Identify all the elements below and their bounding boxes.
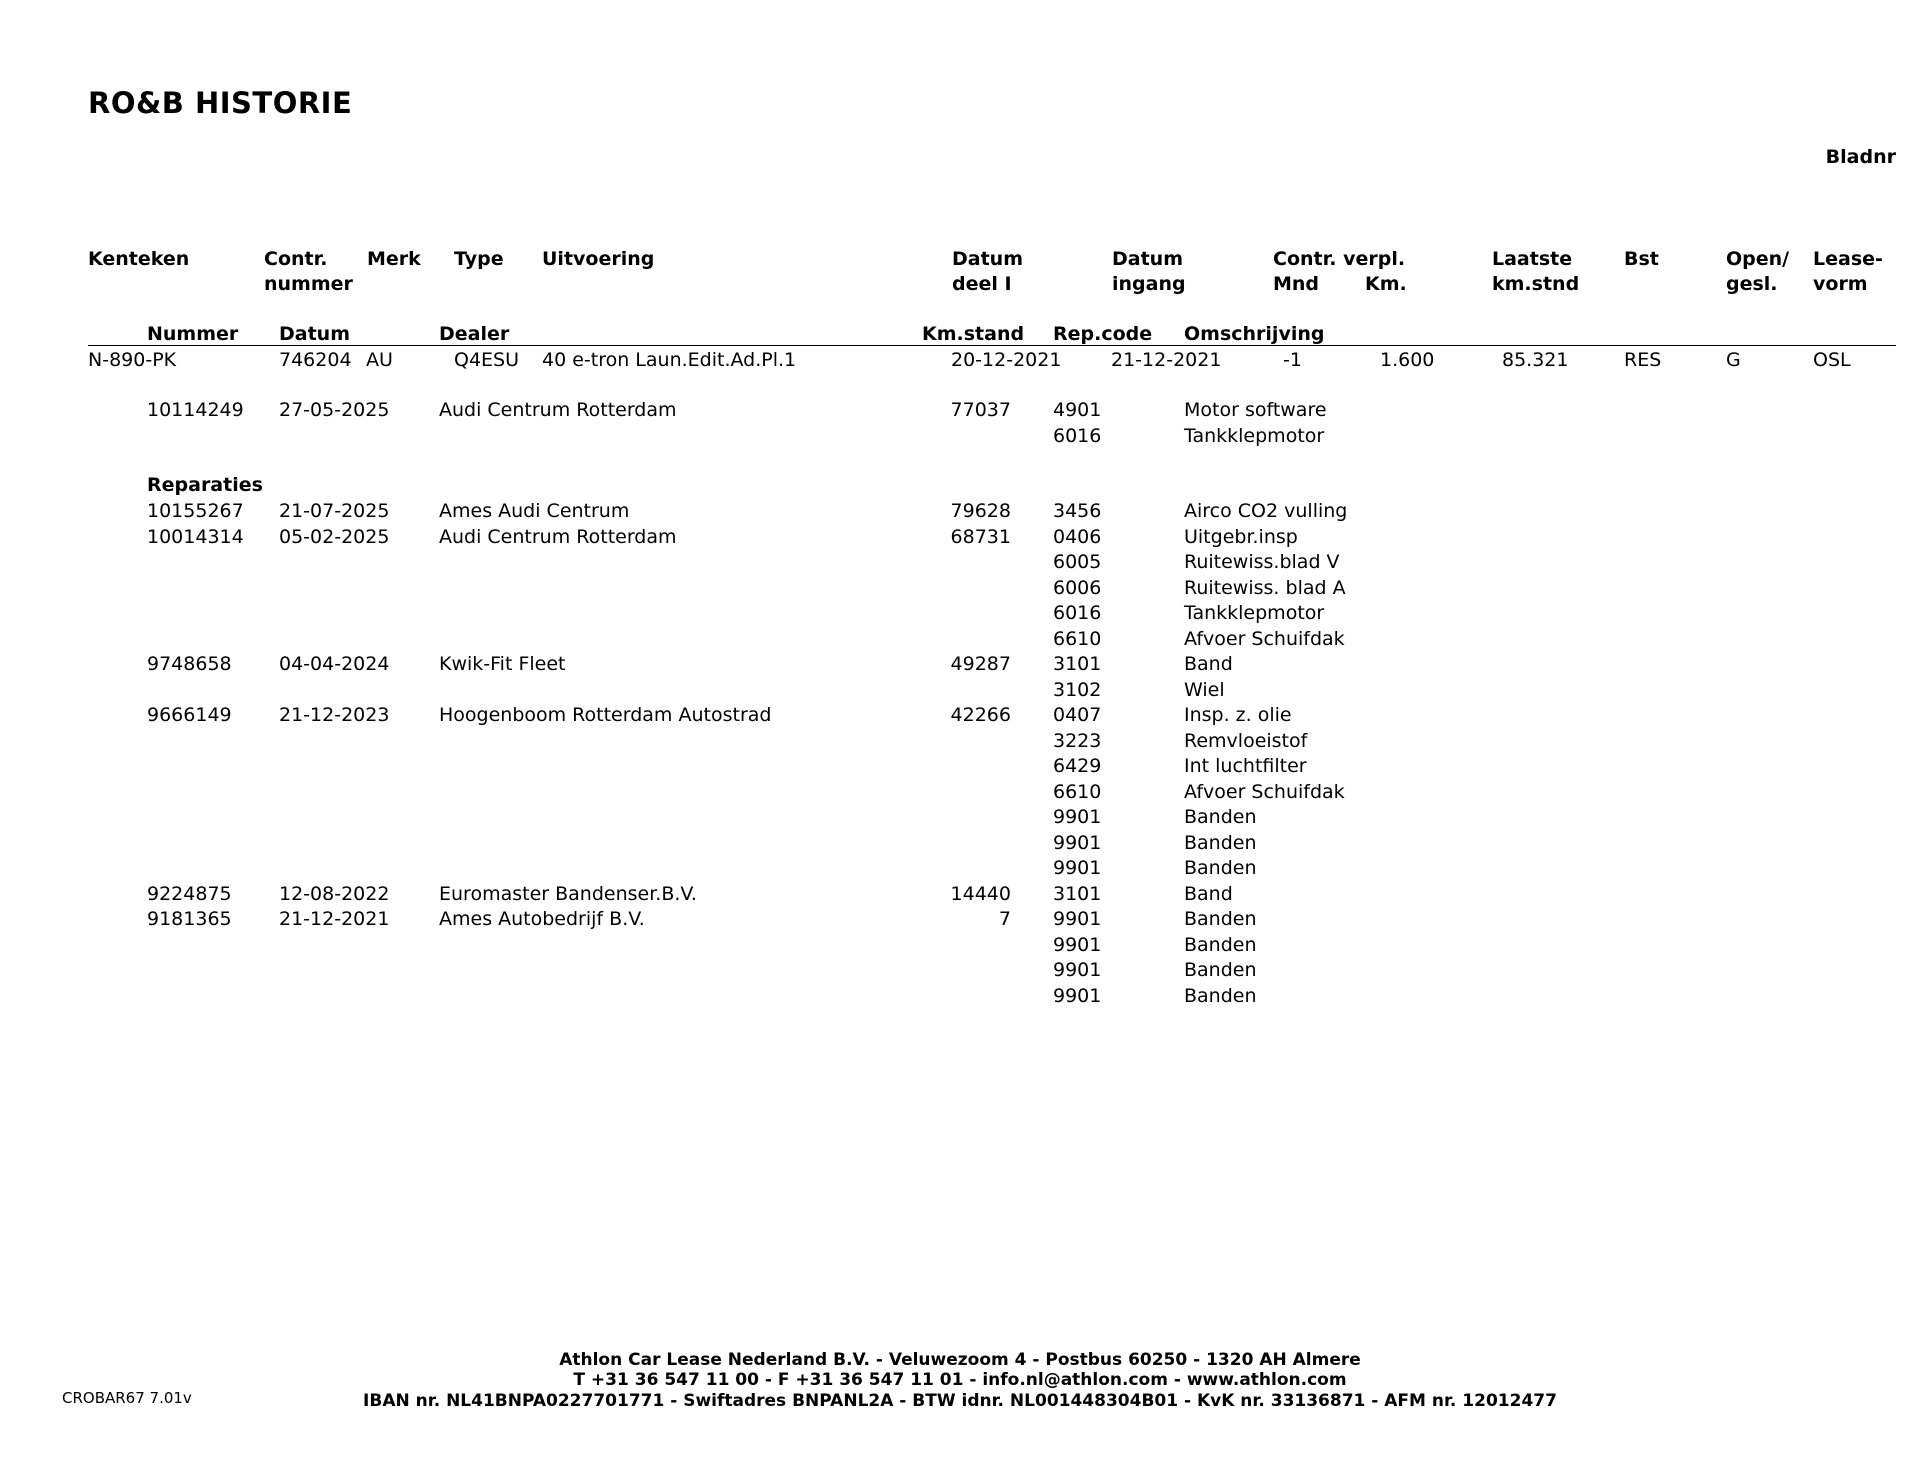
order-nummer: 9224875 bbox=[147, 882, 232, 905]
footer-form-code: CROBAR67 7.01v bbox=[62, 1389, 192, 1407]
rep-omschrijving: Banden bbox=[1184, 984, 1257, 1007]
rep-code: 3101 bbox=[1053, 882, 1102, 905]
header-contr-verpl-mnd: Contr. verpl. Mnd bbox=[1273, 248, 1406, 295]
page-number-label: Bladnr bbox=[1825, 146, 1896, 168]
rep-code: 0406 bbox=[1053, 525, 1102, 548]
order-dealer: Ames Audi Centrum bbox=[439, 500, 630, 522]
header-bst: Bst bbox=[1624, 248, 1659, 270]
vehicle-datum-deel1: 20-12-2021 bbox=[951, 349, 1062, 371]
order-nummer: 9181365 bbox=[147, 908, 232, 930]
rep-omschrijving: Afvoer Schuifdak bbox=[1184, 780, 1345, 803]
order-km-stand: 68731 bbox=[950, 525, 1011, 548]
header-nummer: Nummer bbox=[147, 323, 239, 345]
order-datum: 21-07-2025 bbox=[279, 500, 390, 522]
rep-omschrijving: Ruitewiss. blad A bbox=[1184, 576, 1346, 599]
rep-omschrijving: Motor software bbox=[1184, 399, 1327, 421]
vehicle-datum-ingang: 21-12-2021 bbox=[1111, 349, 1222, 371]
rep-code: 9901 bbox=[1053, 984, 1102, 1007]
footer-registration: IBAN nr. NL41BNPA0227701771 - Swiftadres BNPANL2A - BTW idnr. NL001448304B01 - KvK nr. 33136871 - AFM nr. 12012477 bbox=[363, 1391, 1557, 1411]
footer-contact: T +31 36 547 11 00 - F +31 36 547 11 01 - info.nl@athlon.com - www.athlon.com bbox=[573, 1370, 1347, 1390]
rep-code: 9901 bbox=[1053, 933, 1102, 956]
rep-code: 6016 bbox=[1053, 602, 1102, 624]
vehicle-laatste-kmstnd: 85.321 bbox=[1502, 349, 1569, 371]
rep-code: 3101 bbox=[1053, 653, 1102, 675]
rep-omschrijving: Tankklepmotor bbox=[1184, 602, 1325, 624]
rep-omschrijving: Ruitewiss.blad V bbox=[1184, 551, 1340, 573]
vehicle-type: Q4ESU bbox=[454, 349, 520, 371]
header-kenteken: Kenteken bbox=[88, 248, 190, 270]
rep-omschrijving: Int luchtfilter bbox=[1184, 755, 1307, 777]
vehicle-km: 1.600 bbox=[1380, 349, 1435, 371]
header-omschrijving: Omschrijving bbox=[1184, 323, 1325, 345]
footer-address: Athlon Car Lease Nederland B.V. - Veluwezoom 4 - Postbus 60250 - 1320 AH Almere bbox=[559, 1350, 1361, 1370]
order-nummer: 10014314 bbox=[147, 525, 244, 548]
rep-code: 4901 bbox=[1053, 399, 1102, 421]
vehicle-lease-vorm: OSL bbox=[1813, 349, 1851, 371]
rep-omschrijving: Insp. z. olie bbox=[1184, 704, 1292, 726]
header-open-gesl: Open/ gesl. bbox=[1726, 248, 1790, 295]
page-title: RO&B HISTORIE bbox=[88, 86, 353, 120]
rep-code: 9901 bbox=[1053, 806, 1102, 828]
rep-omschrijving: Remvloeistof bbox=[1184, 729, 1308, 752]
header-type: Type bbox=[454, 248, 504, 270]
rep-omschrijving: Banden bbox=[1184, 908, 1257, 930]
rep-omschrijving: Wiel bbox=[1184, 678, 1225, 701]
rep-code: 6429 bbox=[1053, 755, 1102, 777]
rep-code: 6016 bbox=[1053, 424, 1102, 447]
order-datum: 05-02-2025 bbox=[279, 525, 390, 548]
rep-omschrijving: Banden bbox=[1184, 959, 1257, 981]
order-datum: 21-12-2023 bbox=[279, 704, 390, 726]
order-dealer: Kwik-Fit Fleet bbox=[439, 653, 566, 675]
vehicle-merk: AU bbox=[366, 349, 393, 371]
order-km-stand: 79628 bbox=[950, 500, 1011, 522]
rep-omschrijving: Band bbox=[1184, 653, 1233, 675]
rep-code: 3456 bbox=[1053, 500, 1102, 522]
header-merk: Merk bbox=[367, 248, 421, 270]
rep-omschrijving: Banden bbox=[1184, 933, 1257, 956]
repairs-section-heading: Reparaties bbox=[147, 474, 263, 496]
vehicle-kenteken: N-890-PK bbox=[88, 349, 177, 371]
order-dealer: Euromaster Bandenser.B.V. bbox=[439, 882, 697, 905]
header-laatste-kmstnd: Laatste km.stnd bbox=[1492, 248, 1580, 295]
order-km-stand: 77037 bbox=[950, 399, 1011, 421]
header-contr-nummer: Contr. nummer bbox=[264, 248, 353, 295]
header-datum: Datum bbox=[279, 323, 350, 345]
order-datum: 12-08-2022 bbox=[279, 882, 390, 905]
rep-code: 6610 bbox=[1053, 780, 1102, 803]
header-km: Km. bbox=[1365, 273, 1407, 295]
order-dealer: Ames Autobedrijf B.V. bbox=[439, 908, 645, 930]
rep-omschrijving: Tankklepmotor bbox=[1184, 424, 1325, 447]
rep-omschrijving: Afvoer Schuifdak bbox=[1184, 627, 1345, 650]
vehicle-mnd: -1 bbox=[1283, 349, 1302, 371]
order-nummer: 10114249 bbox=[147, 399, 244, 421]
rep-omschrijving: Banden bbox=[1184, 857, 1257, 879]
order-datum: 21-12-2021 bbox=[279, 908, 390, 930]
rep-code: 9901 bbox=[1053, 959, 1102, 981]
order-nummer: 9666149 bbox=[147, 704, 232, 726]
rep-omschrijving: Band bbox=[1184, 882, 1233, 905]
rep-code: 3102 bbox=[1053, 678, 1102, 701]
header-dealer: Dealer bbox=[439, 323, 510, 345]
header-lease-vorm: Lease- vorm bbox=[1813, 248, 1883, 295]
order-dealer: Hoogenboom Rotterdam Autostrad bbox=[439, 704, 772, 726]
header-datum-ingang: Datum ingang bbox=[1112, 248, 1186, 295]
header-datum-deel1: Datum deel I bbox=[952, 248, 1023, 295]
order-datum: 27-05-2025 bbox=[279, 399, 390, 421]
rep-code: 9901 bbox=[1053, 908, 1102, 930]
rep-code: 3223 bbox=[1053, 729, 1102, 752]
header-uitvoering: Uitvoering bbox=[542, 248, 655, 270]
vehicle-contr-nummer: 746204 bbox=[279, 349, 352, 371]
order-km-stand: 42266 bbox=[950, 704, 1011, 726]
vehicle-bst: RES bbox=[1624, 349, 1662, 371]
rep-code: 6005 bbox=[1053, 551, 1102, 573]
rep-code: 9901 bbox=[1053, 831, 1102, 854]
rep-omschrijving: Banden bbox=[1184, 831, 1257, 854]
rep-omschrijving: Uitgebr.insp bbox=[1184, 525, 1298, 548]
rep-code: 6610 bbox=[1053, 627, 1102, 650]
header-rep-code: Rep.code bbox=[1053, 323, 1153, 345]
rep-code: 6006 bbox=[1053, 576, 1102, 599]
rep-code: 0407 bbox=[1053, 704, 1102, 726]
header-divider bbox=[88, 345, 1896, 346]
order-dealer: Audi Centrum Rotterdam bbox=[439, 399, 677, 421]
order-dealer: Audi Centrum Rotterdam bbox=[439, 525, 677, 548]
order-km-stand: 7 bbox=[998, 908, 1011, 930]
order-km-stand: 49287 bbox=[950, 653, 1011, 675]
order-datum: 04-04-2024 bbox=[279, 653, 390, 675]
order-nummer: 9748658 bbox=[147, 653, 232, 675]
rep-code: 9901 bbox=[1053, 857, 1102, 879]
order-nummer: 10155267 bbox=[147, 500, 244, 522]
rep-omschrijving: Airco CO2 vulling bbox=[1184, 500, 1348, 522]
vehicle-open-gesl: G bbox=[1726, 349, 1741, 371]
vehicle-uitvoering: 40 e-tron Laun.Edit.Ad.Pl.1 bbox=[542, 349, 797, 371]
header-km-stand: Km.stand bbox=[922, 323, 1025, 345]
rep-omschrijving: Banden bbox=[1184, 806, 1257, 828]
order-km-stand: 14440 bbox=[950, 882, 1011, 905]
